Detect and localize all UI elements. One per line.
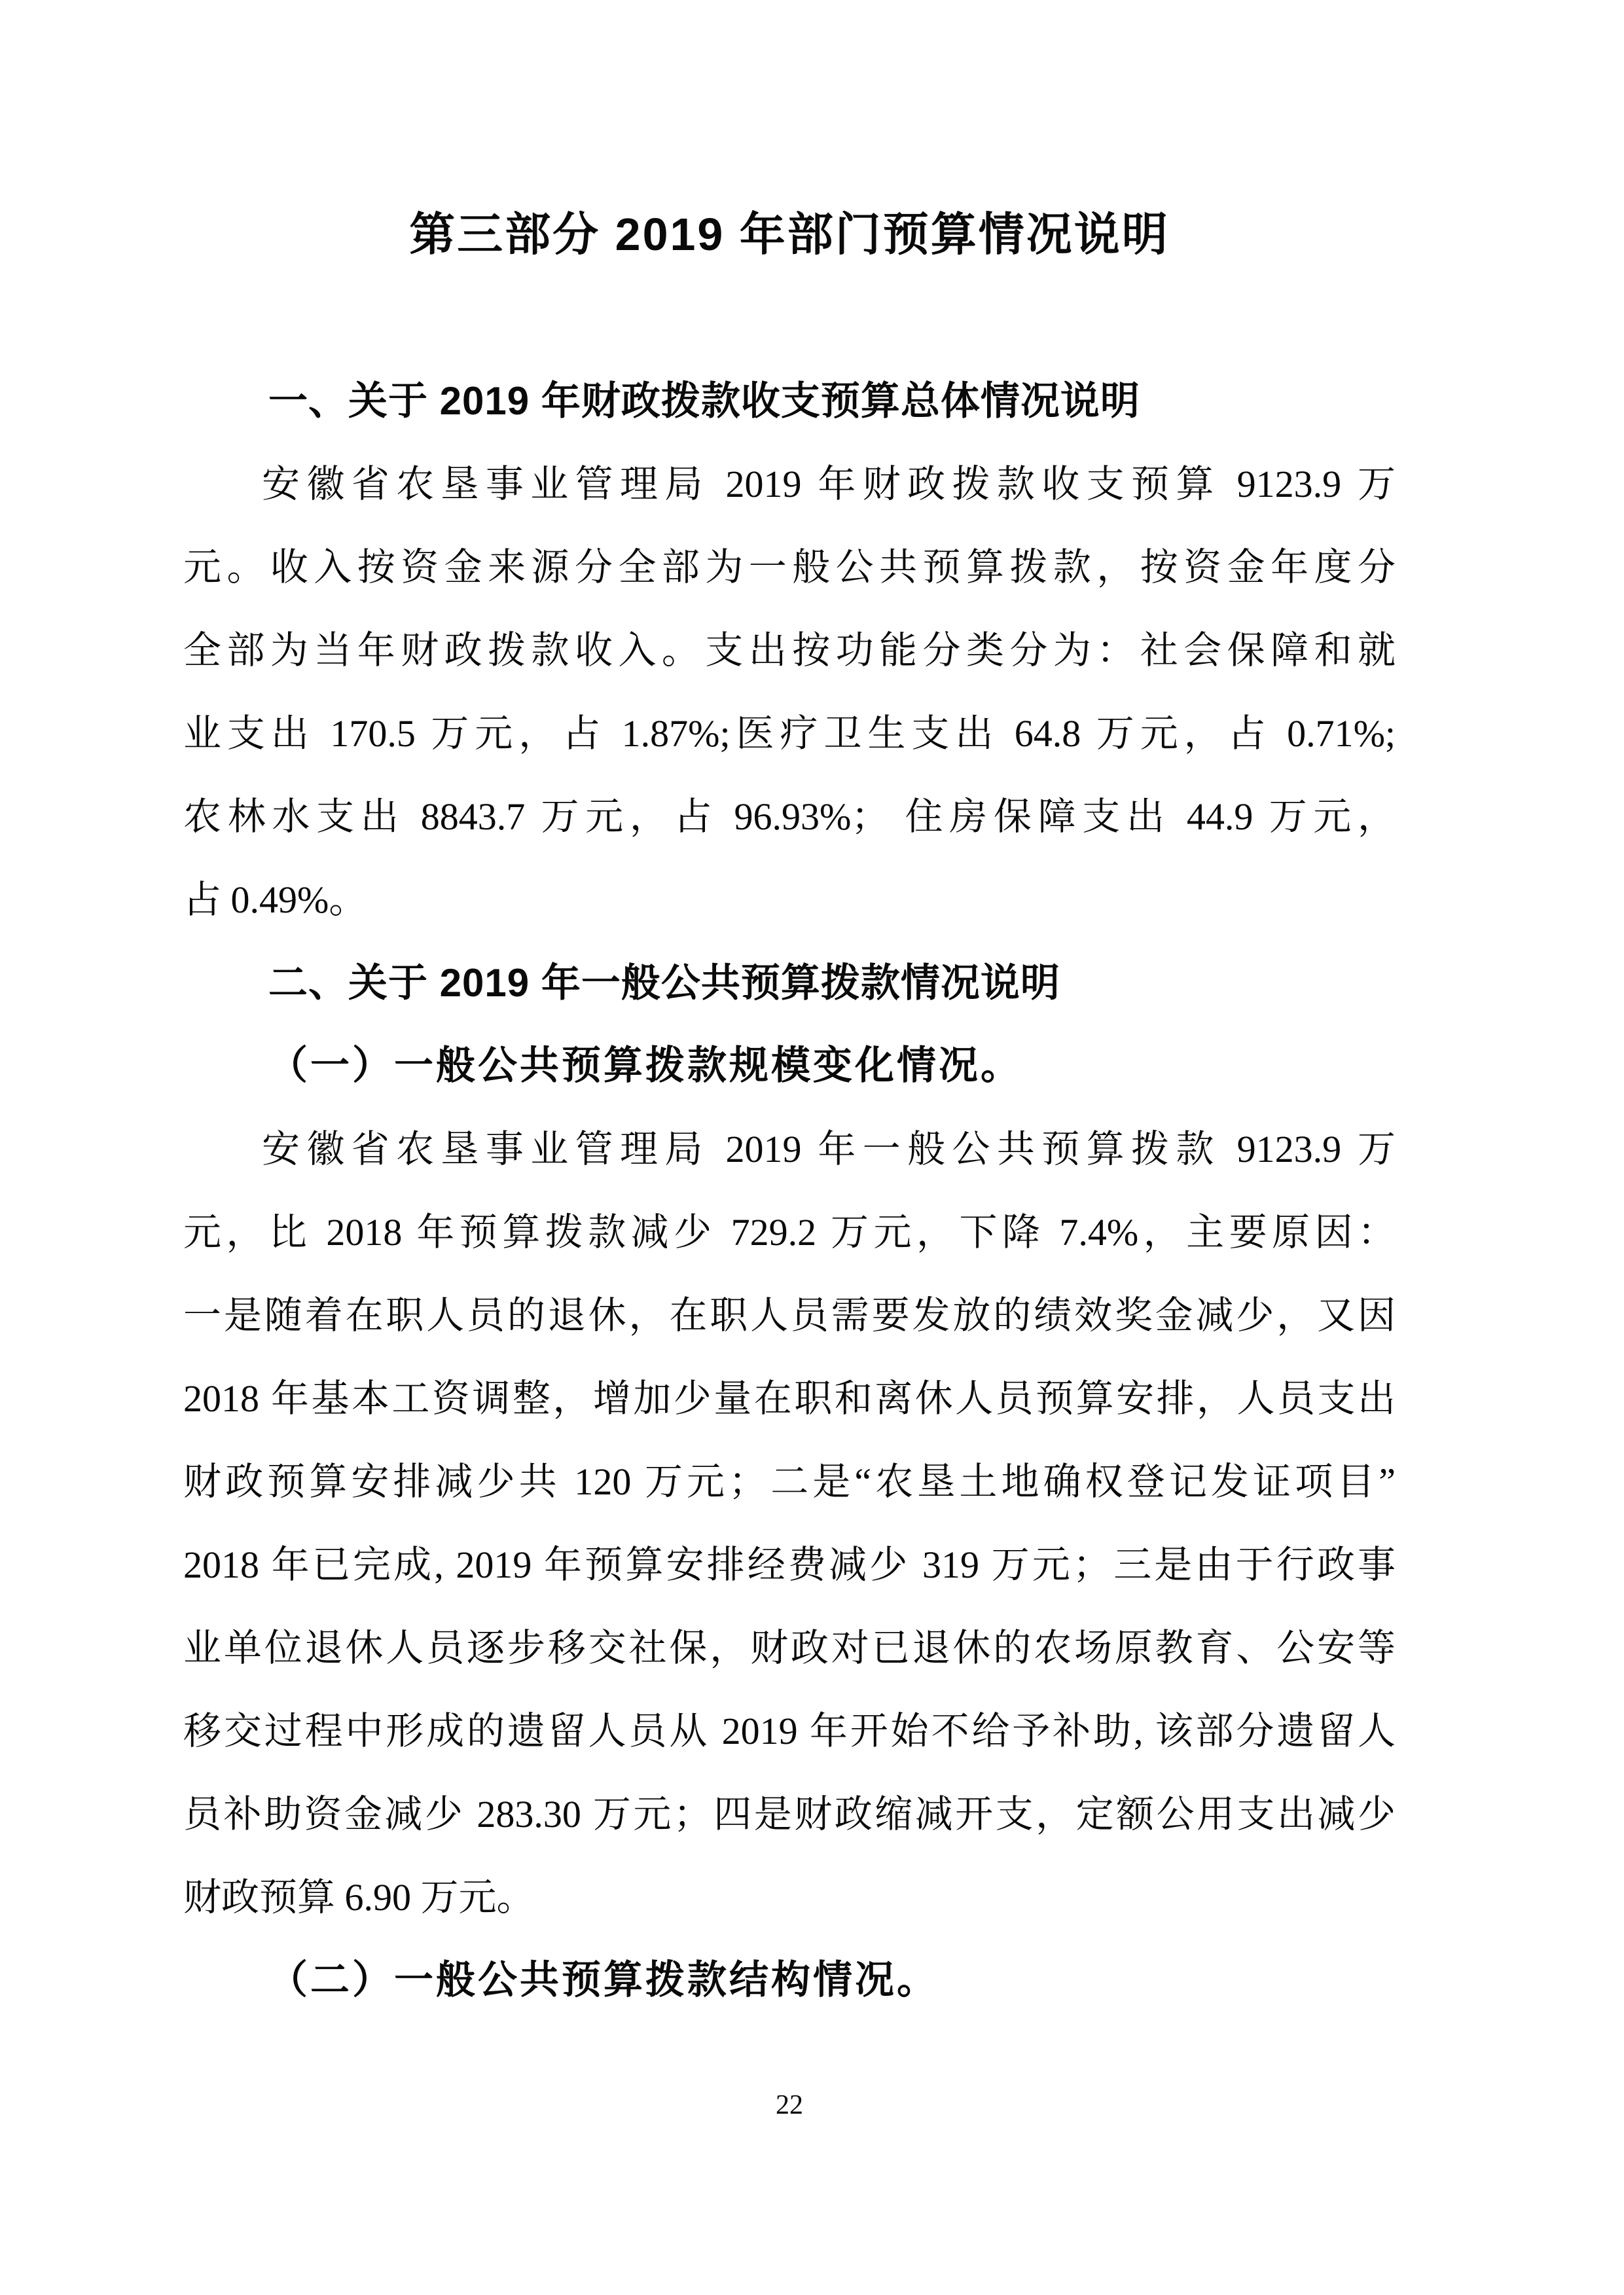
paragraph-line: 全部为当年财政拨款收入。支出按功能分类分为：社会保障和就 <box>183 629 1396 672</box>
paragraph-line: 2018 年基本工资调整，增加少量在职和离休人员预算安排，人员支出 <box>183 1377 1396 1420</box>
section-2-subheading-2: （二）一般公共预算拨款结构情况。 <box>268 1959 939 2002</box>
paragraph-line: 财政预算 6.90 万元。 <box>183 1876 535 1919</box>
paragraph-line: 农林水支出 8843.7 万元，占 96.93%； 住房保障支出 44.9 万元， <box>183 795 1396 838</box>
paragraph-line: 移交过程中形成的遗留人员从 2019 年开始不给予补助, 该部分遗留人 <box>183 1710 1396 1752</box>
paragraph-line: 员补助资金减少 283.30 万元；四是财政缩减开支，定额公用支出减少 <box>183 1793 1396 1835</box>
paragraph-line: 财政预算安排减少共 120 万元；二是“农垦土地确权登记发证项目” <box>183 1460 1396 1503</box>
section-1-heading: 一、关于 2019 年财政拨款收支预算总体情况说明 <box>268 379 1140 423</box>
paragraph-line: 2018 年已完成, 2019 年预算安排经费减少 319 万元；三是由于行政事 <box>183 1544 1396 1586</box>
paragraph-line: 安徽省农垦事业管理局 2019 年财政拨款收支预算 9123.9 万 <box>262 463 1396 505</box>
paragraph-line: 占 0.49%。 <box>183 878 367 921</box>
paragraph-line: 业单位退休人员逐步移交社保，财政对已退休的农场原教育、公安等 <box>183 1627 1396 1669</box>
paragraph-line: 业支出 170.5 万元，占 1.87%;医疗卫生支出 64.8 万元，占 0.71%; <box>183 712 1396 755</box>
page-title: 第三部分 2019 年部门预算情况说明 <box>409 209 1170 260</box>
paragraph-line: 一是随着在职人员的退休，在职人员需要发放的绩效奖金减少，又因 <box>183 1294 1396 1337</box>
paragraph-line: 安徽省农垦事业管理局 2019 年一般公共预算拨款 9123.9 万 <box>262 1128 1396 1170</box>
page-number: 22 <box>776 2090 803 2120</box>
paragraph-line: 元，比 2018 年预算拨款减少 729.2 万元，下降 7.4%，主要原因： <box>183 1211 1396 1254</box>
document-body <box>183 359 1396 2022</box>
paragraph-line: 元。收入按资金来源分全部为一般公共预算拨款，按资金年度分 <box>183 546 1396 588</box>
section-2-subheading-1: （一）一般公共预算拨款规模变化情况。 <box>268 1044 1022 1087</box>
section-2-heading: 二、关于 2019 年一般公共预算拨款情况说明 <box>268 961 1060 1005</box>
